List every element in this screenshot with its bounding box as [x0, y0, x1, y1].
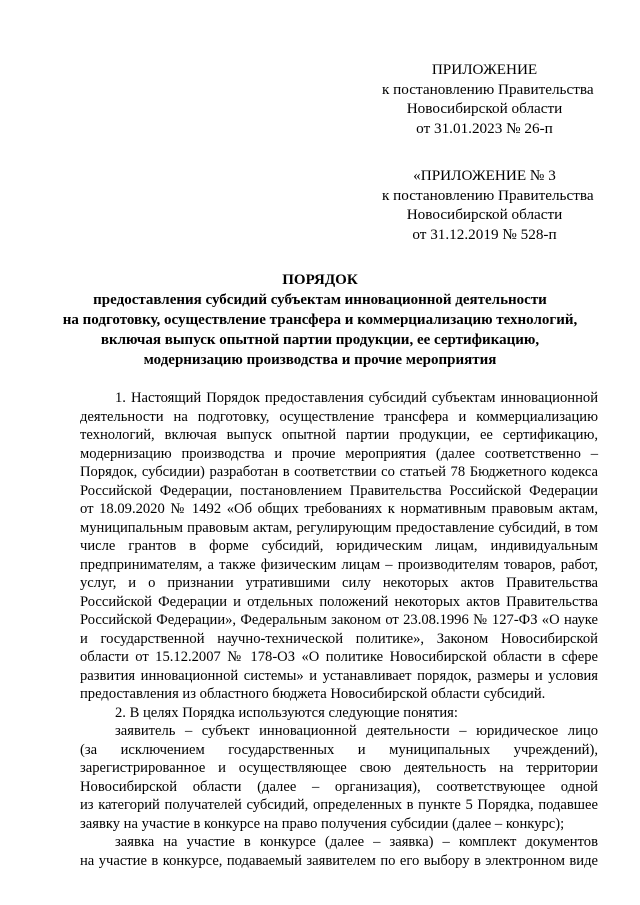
header-line: Новосибирской области — [406, 100, 563, 117]
paragraph-line: области от 15.12.2007 № 178-ОЗ «О политике Новосибирской области в сфере — [80, 649, 598, 665]
header-line: от 31.01.2023 № 26-п — [416, 119, 553, 137]
paragraph — [80, 722, 598, 833]
paragraph — [80, 389, 598, 704]
document-body — [80, 389, 598, 870]
paragraph-line: Порядок, субсидии) разработан в соответствии со статьей 78 Бюджетного кодекса — [80, 464, 598, 480]
paragraph-line: заявку на участие в конкурсе на право получения субсидии (далее – конкурс); — [80, 815, 565, 832]
paragraph-line: от 18.09.2020 № 1492 «Об общих требованиях к нормативным правовым актам, — [80, 501, 598, 517]
paragraph-line: и государственной научно-технической политике», Законом Новосибирской — [80, 630, 598, 647]
attachment-header-original — [382, 166, 594, 244]
header-line: ПРИЛОЖЕНИЕ — [431, 61, 538, 78]
title-line: ПОРЯДОК — [282, 272, 358, 288]
paragraph-line: предпринимателям, а также физическим лицам – производителям товаров, работ, — [80, 556, 598, 573]
paragraph-line: Новосибирской области (далее – организация), соответствующее одной — [80, 778, 598, 795]
paragraph-line: числе грантов в форме субсидий, юридическим лицам, индивидуальным — [80, 538, 598, 554]
paragraph-line: заявитель – субъект инновационной деятельности – юридическое лицо — [115, 723, 598, 739]
paragraph-line: модернизацию производства и прочие мероприятия (далее соответственно – — [80, 445, 598, 462]
paragraph — [80, 833, 598, 870]
paragraph-line: заявка на участие в конкурсе (далее – заявка) – комплект документов — [115, 834, 598, 850]
paragraph-line: деятельности на подготовку, осуществление трансфера и коммерциализацию — [80, 408, 598, 425]
paragraph-line: технологий, включая выпуск опытной партии продукции, ее сертификацию, — [80, 427, 598, 443]
paragraph — [80, 704, 598, 723]
attachment-header — [382, 60, 594, 138]
title-line: предоставления субсидий субъектам инновационной деятельности — [93, 292, 547, 308]
header-line: от 31.12.2019 № 528-п — [412, 225, 557, 243]
paragraph-line: муниципальным правовым актам, регулирующим предоставление субсидий, в том — [80, 519, 598, 536]
header-line: «ПРИЛОЖЕНИЕ № 3 — [413, 167, 556, 184]
paragraph-line: на участие в конкурсе, подаваемый заявителем по его выбору в электронном виде — [80, 852, 598, 869]
title-line: включая выпуск опытной партии продукции, ее сертификацию, — [100, 332, 540, 348]
title-line: модернизацию производства и прочие мероприятия — [143, 352, 497, 368]
paragraph-line: 2. В целях Порядка используются следующие понятия: — [115, 704, 458, 721]
paragraph-line: Российской Федерации», Федеральным законом от 23.08.1996 № 127-ФЗ «О науке — [80, 612, 598, 628]
document-title — [60, 270, 580, 370]
header-line: Новосибирской области — [406, 206, 563, 223]
paragraph-line: (за исключением государственных и муниципальных учреждений), — [80, 741, 598, 758]
header-line: к постановлению Правительства — [382, 80, 594, 98]
header-line: к постановлению Правительства — [382, 186, 594, 204]
paragraph-line: Российской Федерации, постановлением Правительства Российской Федерации — [80, 482, 598, 499]
paragraph-line: зарегистрированное и осуществляющее свою деятельность на территории — [80, 760, 598, 776]
paragraph-line: 1. Настоящий Порядок предоставления субсидий субъектам инновационной — [115, 390, 598, 406]
paragraph-line: услуг, и о признании утратившими силу некоторых актов Правительства — [80, 575, 598, 591]
paragraph-line: Российской Федерации и отдельных положений некоторых актов Правительства — [80, 593, 598, 610]
paragraph-line: развития инновационной системы» и устанавливает порядок, размеры и условия — [80, 667, 598, 684]
paragraph-line: предоставления из областного бюджета Новосибирской области субсидий. — [80, 686, 546, 702]
title-line: на подготовку, осуществление трансфера и коммерциализацию технологий, — [62, 312, 578, 328]
paragraph-line: из категорий получателей субсидий, определенных в пункте 5 Порядка, подавшее — [80, 797, 598, 813]
